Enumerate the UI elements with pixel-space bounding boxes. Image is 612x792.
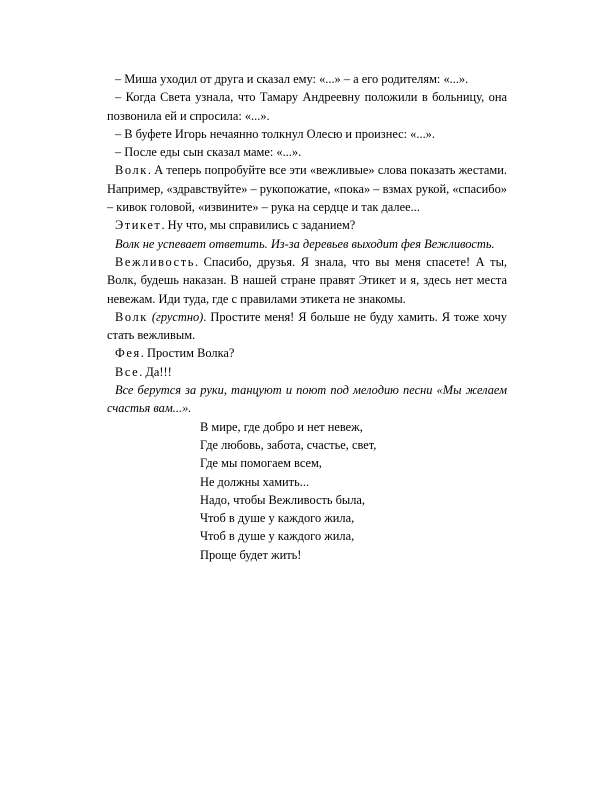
lyric-line: Чтоб в душе у каждого жила, (200, 529, 355, 544)
speech: . Простим Волка? (140, 346, 235, 361)
speech: . А теперь попробуйте все эти «вежливые» слова показать жестами. Например, «здравствуйте» – рукопожатие, «пока» – взмах рукой, «спасибо» – кивок головой, «извините» – рука на сердце и так далее... (107, 163, 507, 215)
dialogue-line: – Когда Света узнала, что Тамару Андреевну положили в больницу, она позвонила ей и спросила: «...». (107, 90, 507, 123)
speaker-name: Вежливость (115, 254, 195, 269)
fairy-line (107, 344, 507, 362)
script-text (107, 70, 507, 564)
lyric-line: Проще будет жить! (200, 547, 302, 562)
speech: . Да!!! (139, 364, 172, 379)
dialogue-line: – Миша уходил от друга и сказал ему: «...» – а его родителям: «...». (115, 72, 469, 86)
speech: . Ну что, мы справились с заданием? (161, 218, 356, 233)
dialogue-line: – В буфете Игорь нечаянно толкнул Олесю и произнес: «...». (115, 126, 435, 141)
etiquette-line (107, 216, 507, 234)
stage-remark: (грустно) (151, 309, 204, 324)
lyric-line: Надо, чтобы Вежливость была, (200, 492, 366, 507)
speech: . Простите меня! Я больше не буду хамить. Я тоже хочу стать вежливым. (107, 309, 507, 343)
politeness-line (107, 253, 507, 308)
lyric-line: Где мы помогаем всем, (200, 456, 322, 471)
dialogue-line: – После еды сын сказал маме: «...». (115, 145, 302, 160)
lyric-line: Не должны хамить... (200, 474, 310, 489)
wolf-line-2 (107, 308, 507, 345)
lyric-line: Где любовь, забота, счастье, свет, (200, 437, 377, 452)
song-lyrics (200, 418, 507, 564)
stage-direction: Все берутся за руки, танцуют и поют под мелодию песни «Мы желаем счастья вам...». (107, 383, 507, 416)
speaker-name: Все (115, 364, 140, 379)
lyric-line: В мире, где добро и нет невеж, (200, 419, 363, 434)
stage-direction: Волк не успевает ответить. Из-за деревьев выходит фея Вежливость. (115, 236, 495, 251)
all-line (107, 363, 507, 381)
lyric-line: Чтоб в душе у каждого жила, (200, 511, 355, 526)
speaker-name: Этикет (115, 218, 162, 233)
speaker-name: Фея (115, 346, 141, 361)
speaker-name: Волк (115, 163, 148, 178)
wolf-line (107, 161, 507, 216)
speaker-name: Волк (115, 309, 148, 324)
speech: . Спасибо, друзья. Я знала, что вы меня спасете! А ты, Волк, будешь наказан. В нашей стране правят Этикет и я, здесь нет места невежам. Иди туда, где с правилами этикета не знакомы. (107, 254, 507, 306)
